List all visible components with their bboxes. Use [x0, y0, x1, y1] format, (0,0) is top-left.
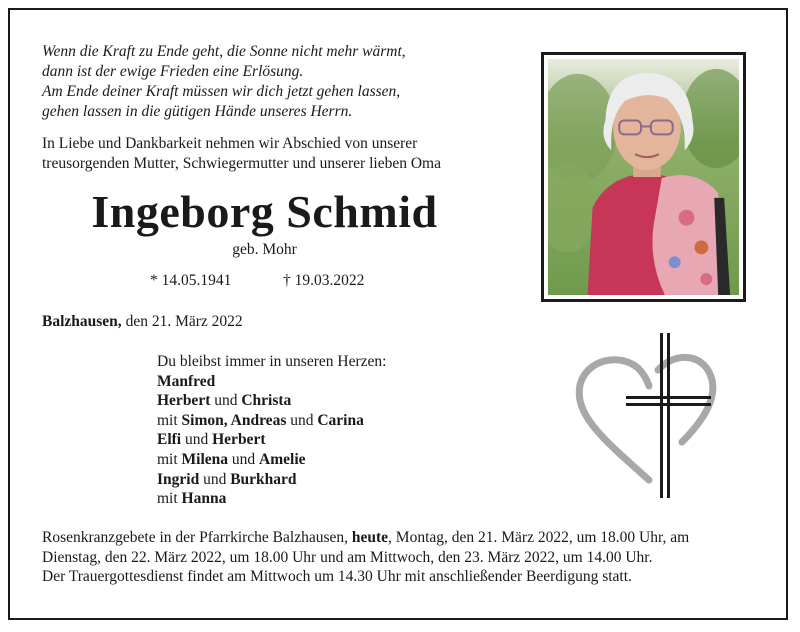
- text-run: mit: [157, 490, 182, 508]
- text-run: und: [199, 470, 231, 488]
- name-bold: Christa: [241, 392, 292, 410]
- name-bold: Ingrid: [157, 470, 200, 488]
- service-line: [42, 528, 777, 548]
- name-bold: Elfi: [157, 431, 182, 449]
- name-bold: Simon, Andreas: [181, 411, 287, 429]
- family-line: [157, 430, 457, 450]
- family-members: [157, 372, 457, 509]
- family-list: [157, 352, 457, 509]
- name-bold: Carina: [317, 411, 364, 429]
- death-date: † 19.03.2022: [283, 272, 365, 289]
- text-run: Der Trauergottesdienst findet am Mittwoch um 14.30 Uhr mit anschließender Beerdigung statt.: [42, 568, 632, 586]
- intro-line: treusorgenden Mutter, Schwiegermutter und unserer lieben Oma: [42, 155, 441, 172]
- name-bold: heute: [351, 529, 389, 546]
- date: den 21. März 2022: [121, 313, 243, 330]
- name-bold: Manfred: [157, 372, 216, 390]
- family-line: [157, 411, 457, 431]
- poem-line: Am Ende deiner Kraft müssen wir dich jetzt gehen lassen,: [42, 83, 401, 100]
- maiden-name: geb. Mohr: [232, 241, 297, 258]
- poem: [42, 42, 512, 122]
- heart-cross-icon: [574, 330, 724, 505]
- text-run: und: [286, 411, 318, 429]
- portrait-image: [548, 59, 739, 295]
- text-run: Dienstag, den 22. März 2022, um 18.00 Uhr und am Mittwoch, den 23. März 2022, um 14.00 Uhr.: [42, 548, 653, 566]
- name-bold: Burkhard: [230, 470, 297, 488]
- place-date: [42, 312, 243, 332]
- portrait-photo: [541, 52, 746, 302]
- intro-line: In Liebe und Dankbarkeit nehmen wir Abschied von unserer: [42, 135, 418, 152]
- text-run: mit: [157, 450, 182, 468]
- name-bold: Herbert: [212, 431, 266, 449]
- text-run: und: [228, 450, 260, 468]
- family-line: [157, 489, 457, 509]
- service-line: [42, 567, 777, 587]
- family-line: [157, 391, 457, 411]
- text-run: Rosenkranzgebete in der Pfarrkirche Balzhausen,: [42, 529, 352, 546]
- place: Balzhausen,: [42, 313, 122, 330]
- name-bold: Milena: [181, 450, 229, 468]
- name-bold: Hanna: [181, 490, 227, 508]
- text-run: und: [181, 431, 213, 449]
- text-run: , Montag, den 21. März 2022, um 18.00 Uhr, am: [388, 529, 690, 546]
- service-line: [42, 548, 777, 568]
- poem-line: dann ist der ewige Frieden eine Erlösung.: [42, 63, 304, 80]
- deceased-name: Ingeborg Schmid: [91, 186, 438, 237]
- family-line: [157, 450, 457, 470]
- family-line: [157, 372, 457, 392]
- poem-line: Wenn die Kraft zu Ende geht, die Sonne nicht mehr wärmt,: [42, 43, 406, 60]
- text-run: und: [210, 392, 242, 410]
- family-line: [157, 470, 457, 490]
- name-bold: Amelie: [259, 450, 306, 468]
- poem-line: gehen lassen in die gütigen Hände unseres Herrn.: [42, 103, 353, 120]
- service-info: [42, 528, 777, 587]
- birth-date: * 14.05.1941: [150, 272, 232, 289]
- intro-text: [42, 134, 512, 174]
- name-bold: Herbert: [157, 392, 211, 410]
- text-run: mit: [157, 411, 182, 429]
- family-lead: Du bleibst immer in unseren Herzen:: [157, 353, 387, 370]
